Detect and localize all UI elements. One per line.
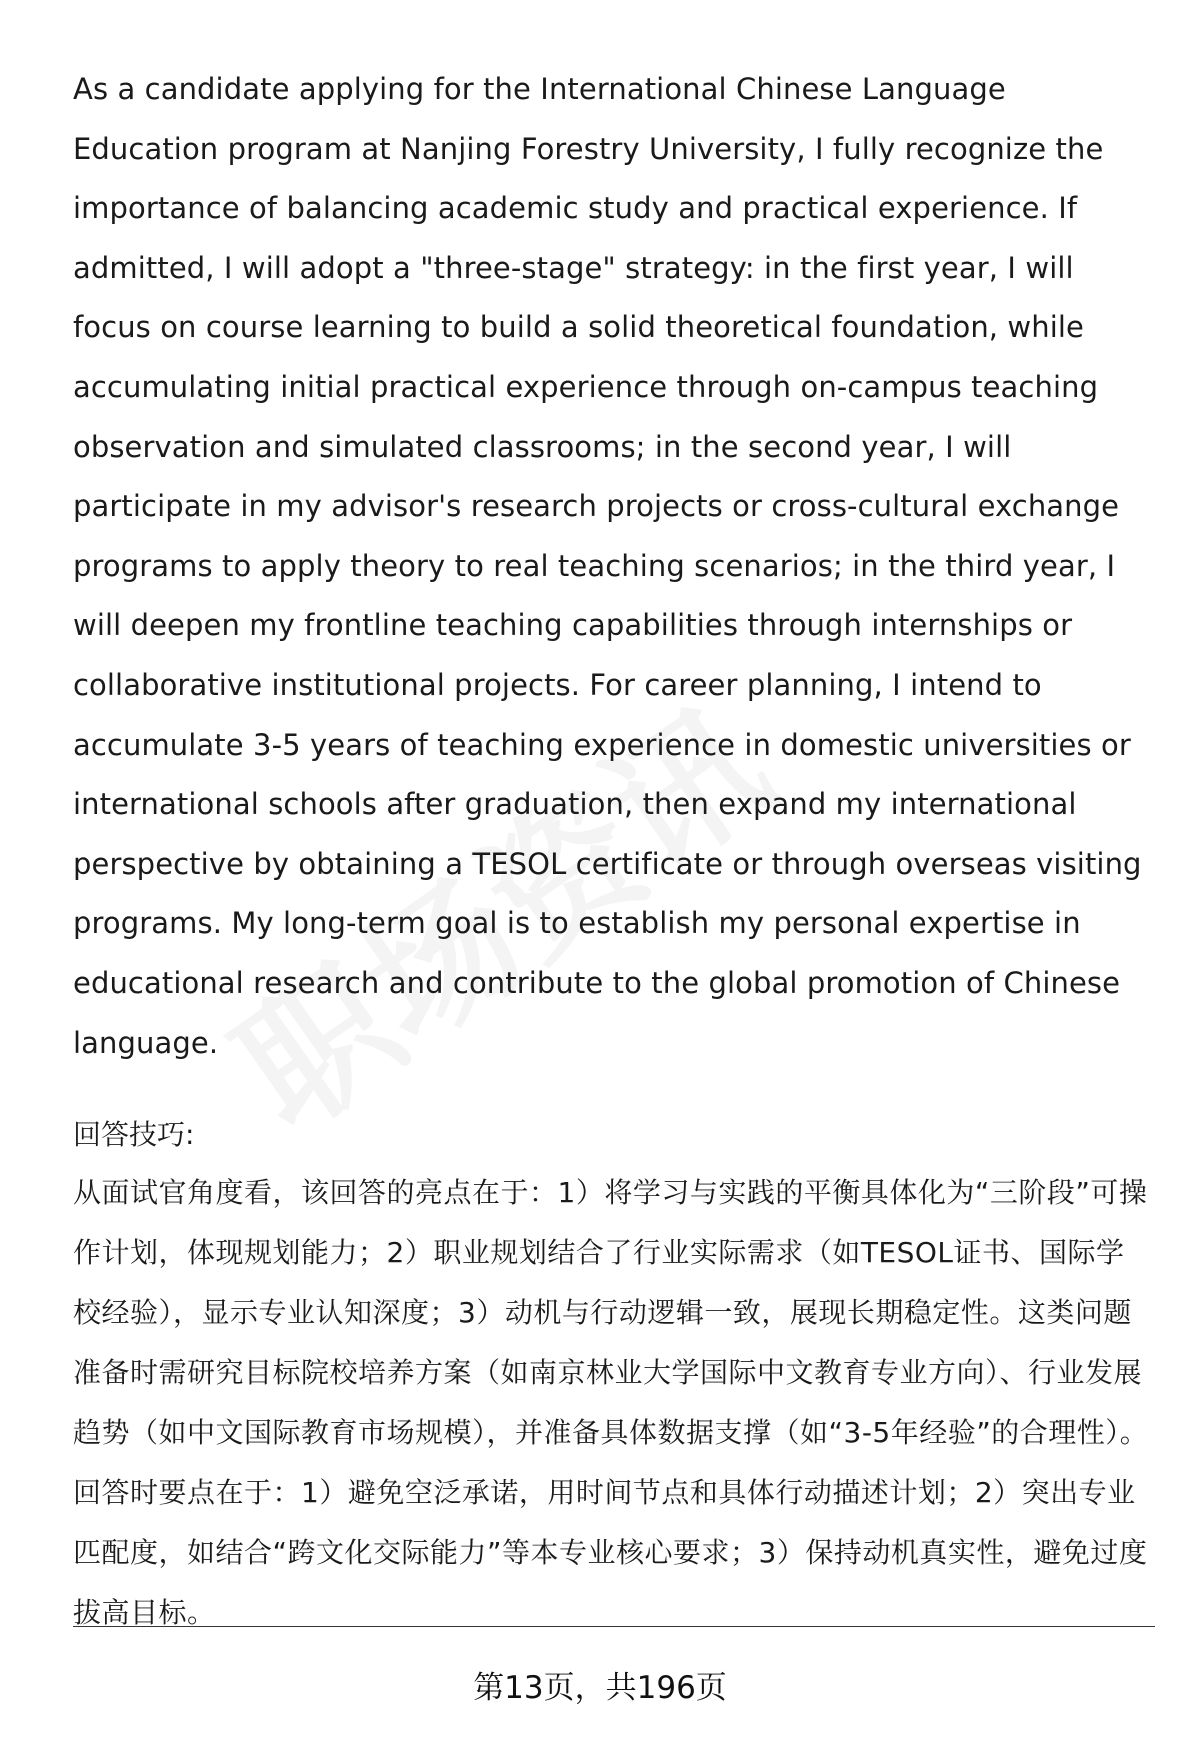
tips-paragraph: 从面试官角度看，该回答的亮点在于：1）将学习与实践的平衡具体化为“三阶段”可操作计划，体现规划能力；2）职业规划结合了行业实际需求（如TESOL证书、国际学校经验），显示专业认知深度；3）动机与行动逻辑一致，展现长期稳定性。这类问题准备时需研究目标院校培养方案（如南京林业大学国际中文教育专业方向）、行业发展趋势（如中文国际教育市场规模），并准备具体数据支撑（如“3-5年经验”的合理性）。回答时要点在于：1）避免空泛承诺，用时间节点和具体行动描述计划；2）突出专业匹配度，如结合“跨文化交际能力”等本专业核心要求；3）保持动机真实性，避免过度拔高目标。 [73,1176,1149,1630]
page-number: 第13页，共196页 [473,1670,727,1706]
document-body [73,60,1153,1643]
footer-divider [73,1626,1155,1627]
tips-heading: 回答技巧: [73,1118,195,1152]
answer-paragraph: As a candidate applying for the International Chinese Language Education program at Nanjing Forestry University, I fully recognize the importance of balancing academic study and practical experience. If admitted, I will adopt a "three-stage" strategy: in the first year, I will focus on course learning to build a solid theoretical foundation, while accumulating initial practical experience through on-campus teaching observation and simulated classrooms; in the second year, I will participate in my advisor's research projects or cross-cultural exchange programs to apply theory to real teaching scenarios; in the third year, I will deepen my frontline teaching capabilities through internships or collaborative institutional projects. For career planning, I intend to accumulate 3-5 years of teaching experience in domestic universities or international schools after graduation, then expand my international perspective by obtaining a TESOL certificate or through overseas visiting programs. My long-term goal is to establish my personal expertise in educational research and contribute to the global promotion of Chinese language. [73,72,1142,1060]
